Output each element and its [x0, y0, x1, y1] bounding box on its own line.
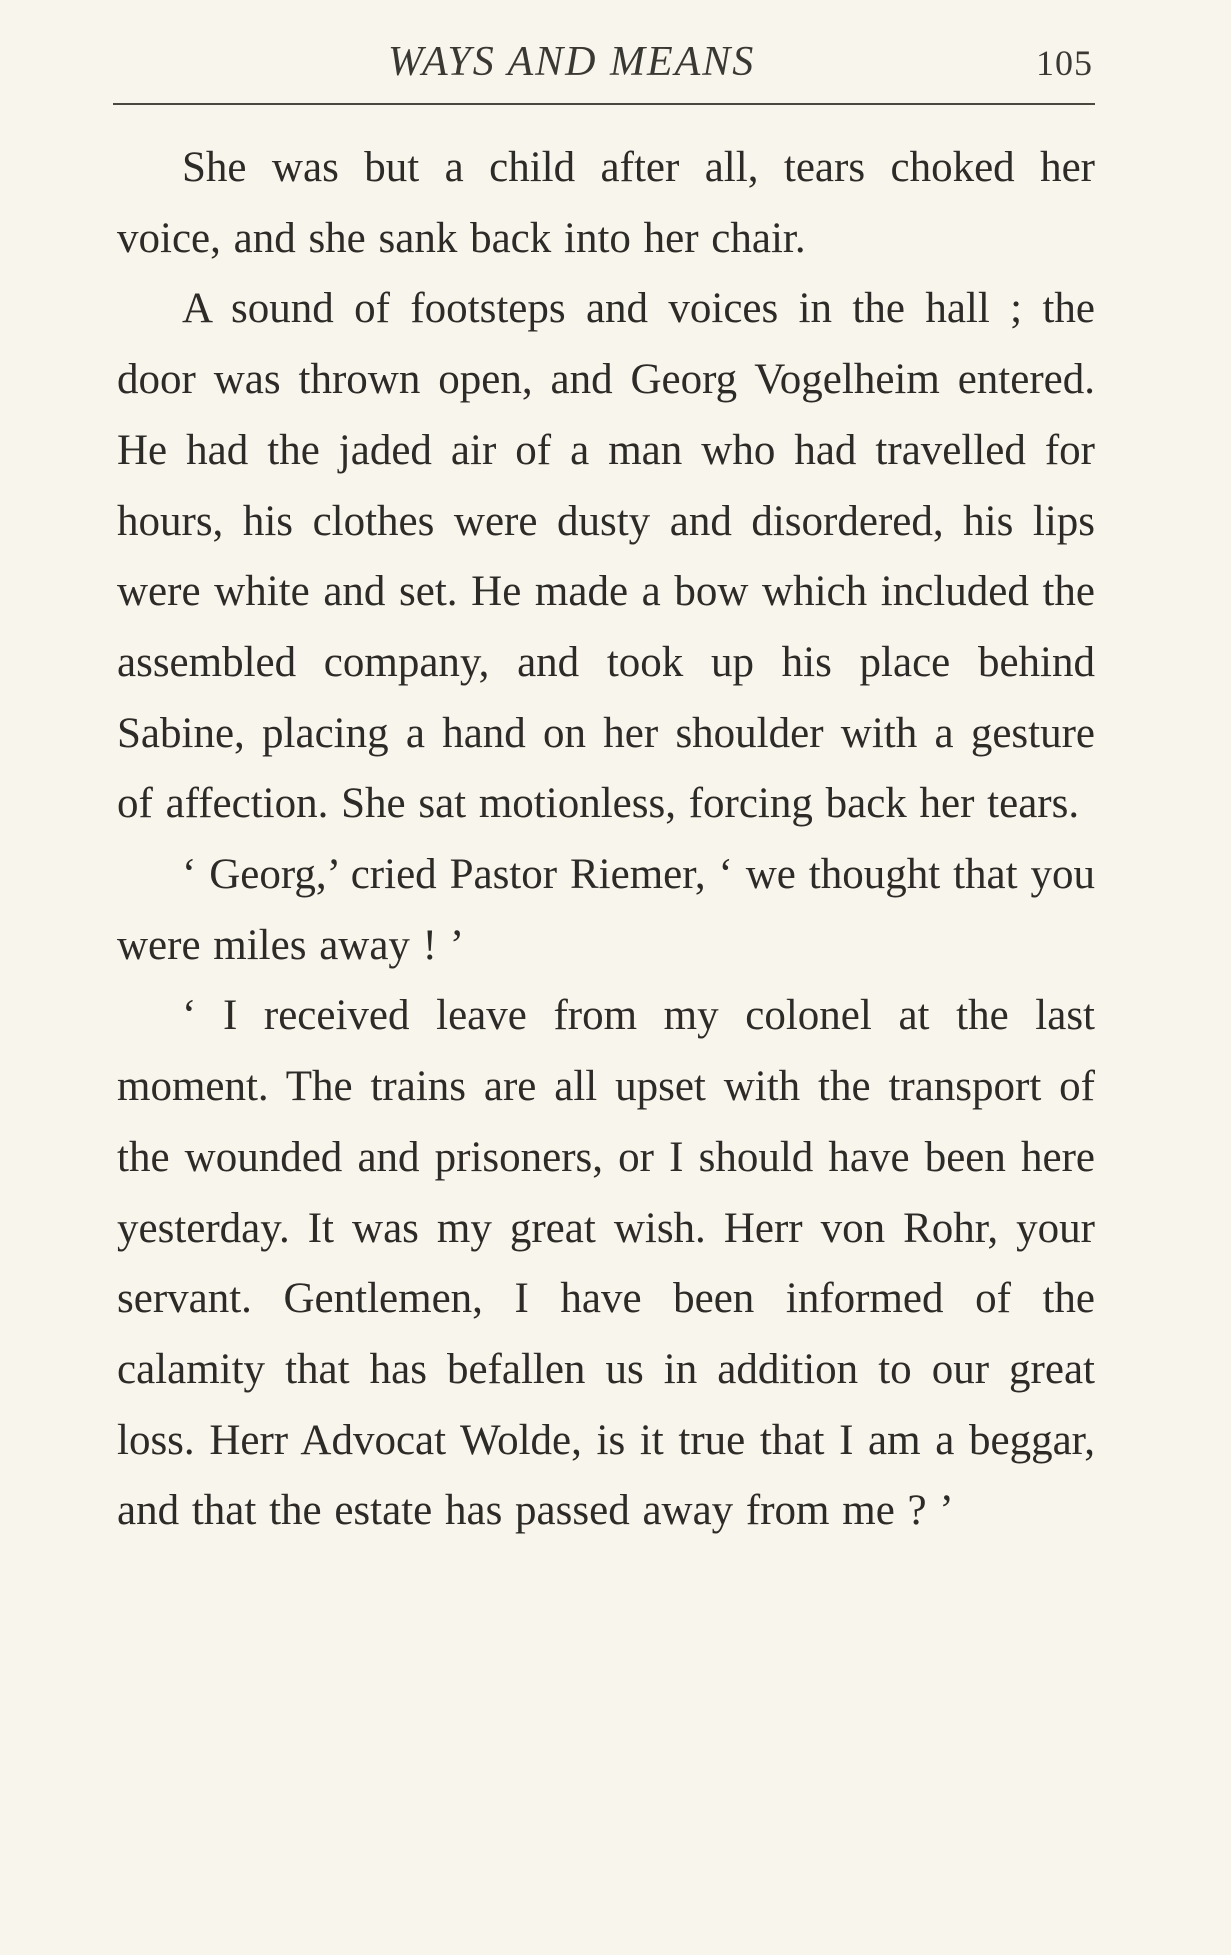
- paragraph: ‘ I received leave from my colonel at the last moment. The trains are all upset with the transport of the wounded and prisoners, or I should have been here yesterday. It was my great wish. Herr von Rohr, your servant. Gentlemen, I have been informed of the calamity that has befallen us in addition to our great loss. Herr Advocat Wolde, is it true that I am a beggar, and that the estate has passed away from me ? ’: [117, 992, 1095, 1535]
- body-text: [117, 133, 1095, 1547]
- paragraph: ‘ Georg,’ cried Pastor Riemer, ‘ we thought that you were miles away ! ’: [117, 851, 1095, 969]
- paragraph: A sound of footsteps and voices in the hall ; the door was thrown open, and Georg Vogelheim entered. He had the jaded air of a man who had travelled for hours, his clothes were dusty and disordered, his lips were white and set. He made a bow which included the assembled company, and took up his place behind Sabine, placing a hand on her shoulder with a gesture of affection. She sat motionless, forcing back her tears.: [117, 285, 1095, 828]
- header-rule: [113, 103, 1095, 105]
- running-head: [113, 30, 1093, 90]
- running-title: WAYS AND MEANS: [388, 39, 756, 85]
- paragraph: She was but a child after all, tears choked her voice, and she sank back into her chair.: [117, 144, 1095, 262]
- page-number: 105: [1036, 43, 1093, 83]
